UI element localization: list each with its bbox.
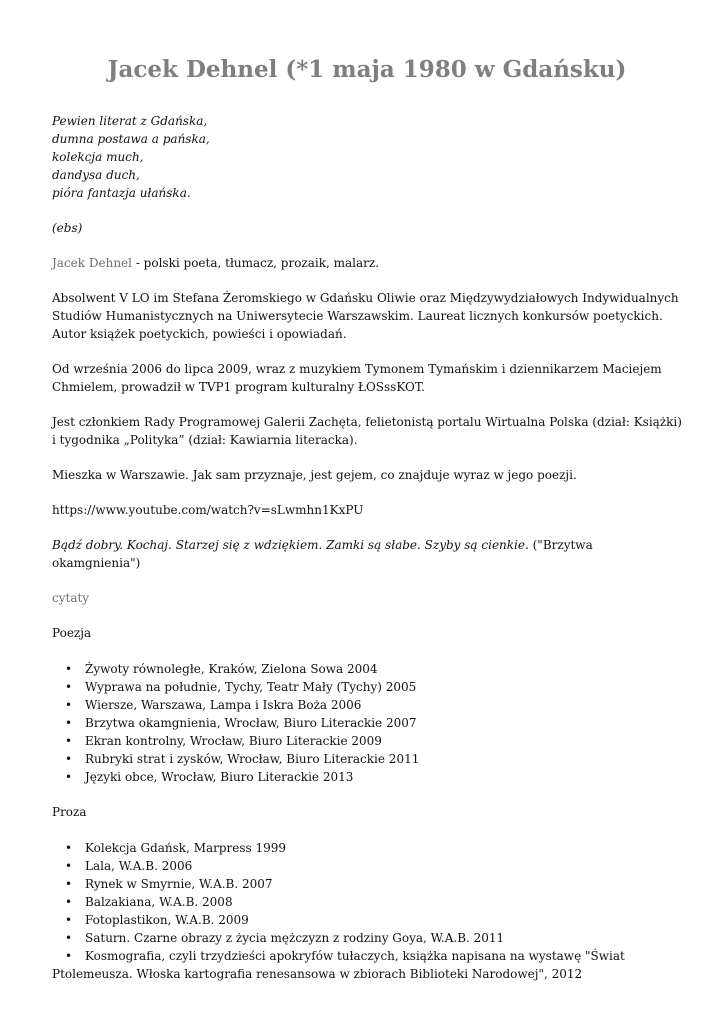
- quote-text: Bądź dobry. Kochaj. Starzej się z wdziękiem. Zamki są słabe. Szyby są cienkie.: [52, 538, 529, 552]
- bullet-icon: •: [65, 841, 73, 855]
- poetry-heading: Poezja: [52, 626, 92, 640]
- bullet-icon: •: [65, 770, 73, 784]
- page-title: Jacek Dehnel (*1 maja 1980 w Gdańsku): [107, 56, 627, 83]
- prose-heading: Proza: [52, 805, 87, 819]
- list-item-text: Rynek w Smyrnie, W.A.B. 2007: [85, 877, 273, 891]
- bullet-icon: •: [65, 734, 73, 748]
- list-item: [52, 750, 682, 768]
- bullet-icon: •: [65, 895, 73, 909]
- list-item: [52, 660, 682, 678]
- list-item-text: Balzakiana, W.A.B. 2008: [85, 895, 233, 909]
- membership-paragraph: Jest członkiem Rady Programowej Galerii Zachęta, felietonistą portalu Wirtualna Polska (dział: Książki) i tygodnika „Polityka” (dział: Kawiarnia literacka).: [52, 415, 682, 447]
- bullet-icon: •: [65, 752, 73, 766]
- list-item-text: Wyprawa na południe, Tychy, Teatr Mały (Tychy) 2005: [85, 680, 417, 694]
- bio-paragraph: Absolwent V LO im Stefana Żeromskiego w Gdańsku Oliwie oraz Międzywydziałowych Indywidualnych Studiów Humanistycznych na Uniwersytecie Warszawskim. Laureat licznych konkursów poetyckich. Autor książek poetyckich, powieści i opowiadań.: [52, 291, 679, 341]
- bullet-icon: •: [65, 949, 73, 963]
- list-item: [52, 911, 682, 929]
- list-item: [52, 893, 682, 911]
- tv-paragraph: Od września 2006 do lipca 2009, wraz z muzykiem Tymonem Tymańskim i dziennikarzem Maciejem Chmielem, prowadził w TVP1 program kulturalny ŁOSssKOT.: [52, 362, 662, 394]
- list-item-text: Lala, W.A.B. 2006: [85, 859, 193, 873]
- youtube-url: https://www.youtube.com/watch?v=sLwmhn1KxPU: [52, 503, 364, 517]
- author-name-link[interactable]: Jacek Dehnel: [52, 256, 132, 270]
- poem-line: kolekcja much,: [52, 150, 144, 164]
- list-item-text: Języki obce, Wrocław, Biuro Literackie 2013: [85, 770, 354, 784]
- bullet-icon: •: [65, 662, 73, 676]
- bullet-icon: •: [65, 931, 73, 945]
- list-item: [52, 714, 682, 732]
- quote-source: ("Brzytwa okamgnienia"): [52, 538, 593, 570]
- poem-author: (ebs): [52, 221, 83, 235]
- list-item: [52, 929, 682, 947]
- list-item-text: Saturn. Czarne obrazy z życia mężczyzn z rodziny Goya, W.A.B. 2011: [85, 931, 505, 945]
- intro-description: - polski poeta, tłumacz, prozaik, malarz.: [132, 256, 380, 270]
- list-item-text: Żywoty równoległe, Kraków, Zielona Sowa 2004: [85, 662, 378, 676]
- bullet-icon: •: [65, 698, 73, 712]
- quote-paragraph: [52, 536, 682, 572]
- list-item-text: Fotoplastikon, W.A.B. 2009: [85, 913, 249, 927]
- poetry-list: [52, 660, 682, 786]
- quotes-link[interactable]: cytaty: [52, 591, 90, 605]
- limerick: [52, 112, 682, 202]
- poem-line: dandysa duch,: [52, 168, 140, 182]
- list-item-text: Wiersze, Warszawa, Lampa i Iskra Boża 2006: [85, 698, 362, 712]
- list-item: [52, 732, 682, 750]
- bullet-icon: •: [65, 913, 73, 927]
- list-item: [52, 857, 682, 875]
- list-item: [52, 839, 682, 857]
- bullet-icon: •: [65, 877, 73, 891]
- poem-line: dumna postawa a pańska,: [52, 132, 210, 146]
- list-item-text: Kolekcja Gdańsk, Marpress 1999: [85, 841, 287, 855]
- list-item: [52, 696, 682, 714]
- list-item-text: Ekran kontrolny, Wrocław, Biuro Literackie 2009: [85, 734, 382, 748]
- list-item: [52, 768, 682, 786]
- intro-paragraph: [52, 254, 682, 272]
- list-item-text: Kosmografia, czyli trzydzieści apokryfów tułaczych, książka napisana na wystawę "Świat Ptolemeusza. Włoska kartografia renesansowa w zbiorach Biblioteki Narodowej", 2012: [52, 949, 625, 981]
- bullet-icon: •: [65, 859, 73, 873]
- list-item: [52, 678, 682, 696]
- list-item-text: Rubryki strat i zysków, Wrocław, Biuro Literackie 2011: [85, 752, 420, 766]
- bullet-icon: •: [65, 680, 73, 694]
- bullet-icon: •: [65, 716, 73, 730]
- document-page: [52, 50, 682, 983]
- prose-list: [52, 839, 682, 983]
- residence-paragraph: Mieszka w Warszawie. Jak sam przyznaje, jest gejem, co znajduje wyraz w jego poezji.: [52, 468, 577, 482]
- list-item-text: Brzytwa okamgnienia, Wrocław, Biuro Literackie 2007: [85, 716, 417, 730]
- list-item: [52, 947, 682, 983]
- poem-line: pióra fantazja ułańska.: [52, 186, 191, 200]
- list-item: [52, 875, 682, 893]
- poem-line: Pewien literat z Gdańska,: [52, 114, 208, 128]
